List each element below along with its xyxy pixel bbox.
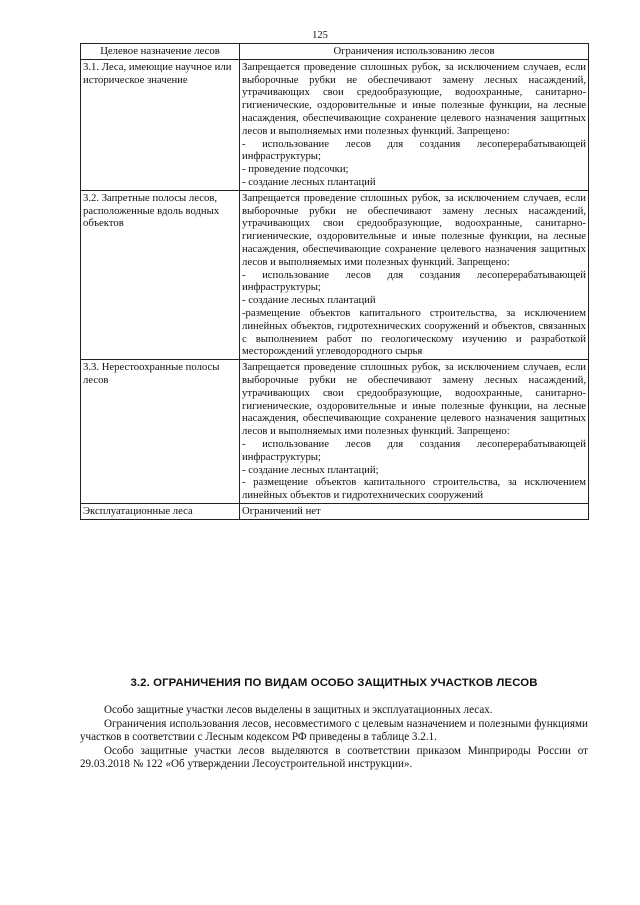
restriction-item: - использование лесов для создания лесоперерабатывающей инфраструктуры;	[242, 268, 586, 294]
restriction-item: - создание лесных плантаций	[242, 175, 376, 188]
restriction-item: - использование лесов для создания лесоперерабатывающей инфраструктуры;	[242, 437, 586, 463]
table-row	[81, 59, 589, 190]
restriction-item: - использование лесов для создания лесоперерабатывающей инфраструктуры;	[242, 137, 586, 163]
restriction-item: - создание лесных плантаций	[242, 294, 376, 307]
restriction-intro: Запрещается проведение сплошных рубок, за исключением случаев, если выборочные рубки не обеспечивают замену лесных насаждений, утрачивающих свои средообразующие, водоохранные, санитарно-гигиенические, оздоровительные и иные полезные функции, на лесные насаждения, обеспечивающие сохранение целевого назначения защитных лесов и выполняемых ими полезных функций. Запрещено:	[242, 60, 586, 137]
row-purpose-cell: Эксплуатационные леса	[81, 503, 240, 519]
row-purpose-cell: 3.2. Запретные полосы лесов, расположенные вдоль водных объектов	[81, 190, 240, 359]
row-restrictions-cell	[240, 59, 589, 190]
row-restrictions-cell	[240, 190, 589, 359]
section-heading: 3.2. ОГРАНИЧЕНИЯ ПО ВИДАМ ОСОБО ЗАЩИТНЫХ УЧАСТКОВ ЛЕСОВ	[130, 677, 538, 689]
forest-restrictions-table	[80, 43, 589, 520]
restriction-item: - создание лесных плантаций;	[242, 463, 379, 476]
row-restrictions-cell	[240, 503, 589, 519]
row-purpose-cell: 3.1. Леса, имеющие научное или историческое значение	[81, 59, 240, 190]
restriction-intro: Ограничений нет	[242, 504, 321, 517]
paragraph: Особо защитные участки лесов выделены в защитных и эксплуатационных лесах.	[104, 704, 493, 716]
header-purpose: Целевое назначение лесов	[81, 44, 240, 60]
table-row	[81, 360, 589, 504]
page-number: 125	[312, 30, 328, 41]
table-row	[81, 503, 589, 519]
body-text	[80, 704, 588, 772]
header-restrictions: Ограничения использованию лесов	[240, 44, 589, 60]
row-purpose-cell: 3.3. Нерестоохранные полосы лесов	[81, 360, 240, 504]
paragraph: Особо защитные участки лесов выделяются в соответствии приказом Минприроды России от 29.03.2018 № 122 «Об утверждении Лесоустроительной инструкции».	[80, 744, 588, 771]
restriction-item: - размещение объектов капитального строительства, за исключением линейных объектов и гидротехнических сооружений	[242, 476, 586, 502]
table-row	[81, 190, 589, 359]
restriction-intro: Запрещается проведение сплошных рубок, за исключением случаев, если выборочные рубки не обеспечивают замену лесных насаждений, утрачивающих свои средообразующие, водоохранные, санитарно-гигиенические, оздоровительные и иные полезные функции, на лесные насаждения, обеспечивающие сохранение целевого назначения защитных лесов и выполняемых ими полезных функций. Запрещено:	[242, 361, 586, 438]
paragraph: Ограничения использования лесов, несовместимого с целевым назначением и полезными функциями участков в соответствии с Лесным кодексом РФ приведены в таблице 3.2.1.	[80, 717, 588, 744]
table-header-row	[81, 44, 589, 60]
restriction-intro: Запрещается проведение сплошных рубок, за исключением случаев, если выборочные рубки не обеспечивают замену лесных насаждений, утрачивающих свои средообразующие, водоохранные, санитарно-гигиенические, оздоровительные и иные полезные функции, на лесные насаждения, обеспечивающие сохранение целевого назначения защитных лесов и выполняемых ими полезных функций. Запрещено:	[242, 191, 586, 268]
restriction-item: - проведение подсочки;	[242, 163, 349, 176]
row-restrictions-cell	[240, 360, 589, 504]
restriction-item: -размещение объектов капитального строительства, за исключением линейных объектов, гидротехнических сооружений и объектов, связанных с выполнением работ по геологическому изучению и разработкой месторождений углеводородного сырья	[242, 306, 586, 358]
